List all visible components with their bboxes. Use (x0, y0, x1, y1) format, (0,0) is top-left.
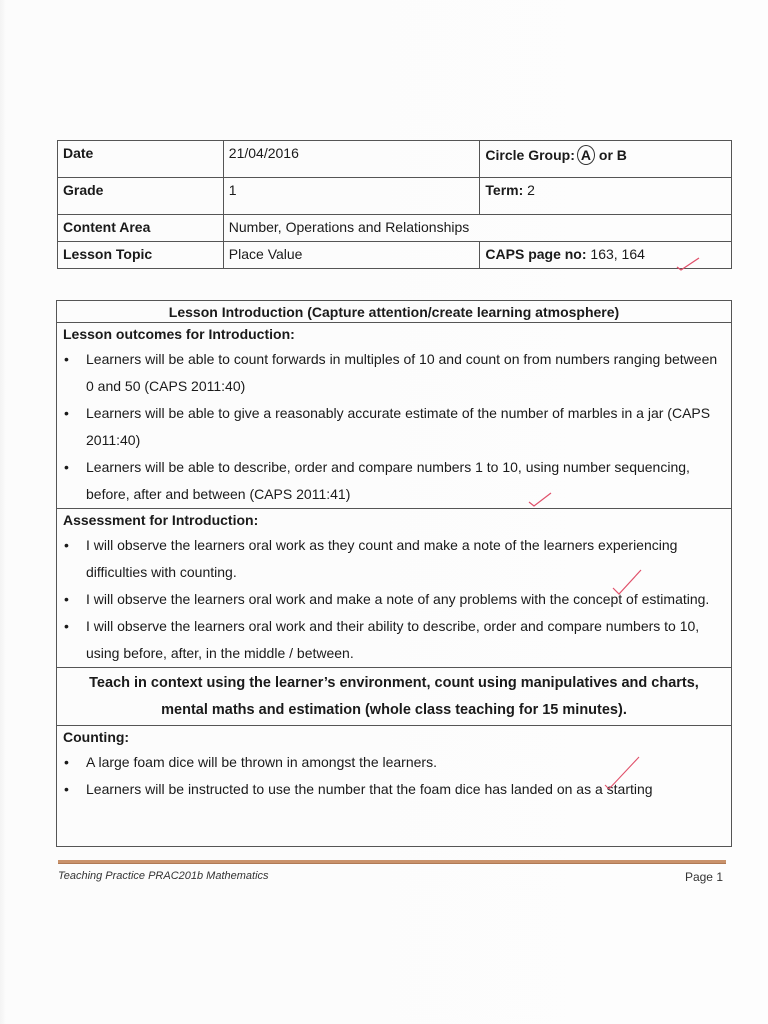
intro-title: Lesson Introduction (Capture attention/create learning atmosphere) (57, 301, 731, 323)
grade-value: 1 (223, 178, 480, 215)
footer-course-title: Teaching Practice PRAC201b Mathematics (58, 870, 269, 882)
content-area-label: Content Area (58, 215, 224, 242)
circle-group-or-b: or B (598, 147, 627, 163)
list-item: • I will observe the learners oral work as they count and make a note of the learners experiencing difficulties with counting. (63, 532, 725, 586)
info-row-lesson-topic (58, 242, 732, 269)
circle-group-label: Circle Group: (485, 147, 575, 163)
grade-label: Grade (58, 178, 224, 215)
circle-group-cell (480, 141, 732, 178)
content-area-value: Number, Operations and Relationships (223, 215, 731, 242)
outcomes-heading: Lesson outcomes for Introduction: (63, 326, 295, 342)
footer-rule (58, 860, 726, 864)
lesson-info-table (57, 140, 732, 269)
tick-mark-icon (528, 492, 552, 508)
assessment-heading: Assessment for Introduction: (57, 508, 731, 528)
tick-mark-icon (604, 755, 640, 791)
outcomes-list (57, 342, 731, 508)
date-value: 21/04/2016 (223, 141, 480, 178)
list-item: • Learners will be able to count forwards in multiples of 10 and count on from numbers ranging between 0 and 50 (CAPS 2011:40) (63, 346, 725, 400)
lesson-topic-label: Lesson Topic (58, 242, 224, 269)
caps-label: CAPS page no: (485, 246, 587, 262)
info-row-content-area (58, 215, 732, 242)
term-value: 2 (527, 182, 535, 198)
footer-page-number: Page 1 (684, 870, 723, 884)
lesson-topic-value: Place Value (223, 242, 480, 269)
term-label: Term: (485, 182, 524, 198)
date-label: Date (58, 141, 224, 178)
caps-value: 163, 164 (590, 246, 645, 262)
tick-mark-icon (612, 568, 642, 596)
list-item: • Learners will be instructed to use the number that the foam dice has landed on as a starting (63, 776, 725, 803)
teach-in-context-text: Teach in context using the learner’s environment, count using manipulatives and charts, mental maths and estimation (whole class teaching for 15 minutes). (57, 667, 731, 726)
list-item: • I will observe the learners oral work and make a note of any problems with the concept of estimating. (63, 586, 725, 613)
list-item: • Learners will be able to give a reasonably accurate estimate of the number of marbles in a jar (CAPS 2011:40) (63, 400, 725, 454)
info-row-grade (58, 178, 732, 215)
counting-heading: Counting: (63, 729, 130, 745)
list-item: • Learners will be able to describe, order and compare numbers 1 to 10, using number sequencing, before, after and between (CAPS 2011:41) (63, 454, 725, 508)
tick-mark-icon (676, 256, 700, 272)
assessment-list (57, 528, 731, 667)
circle-group-a-circled: A (577, 145, 595, 165)
info-row-date (58, 141, 732, 178)
list-item: • I will observe the learners oral work and their ability to describe, order and compare numbers to 10, using before, after, in the middle / between. (63, 613, 725, 667)
list-item: • A large foam dice will be thrown in amongst the learners. (63, 749, 725, 776)
term-cell (480, 178, 732, 215)
